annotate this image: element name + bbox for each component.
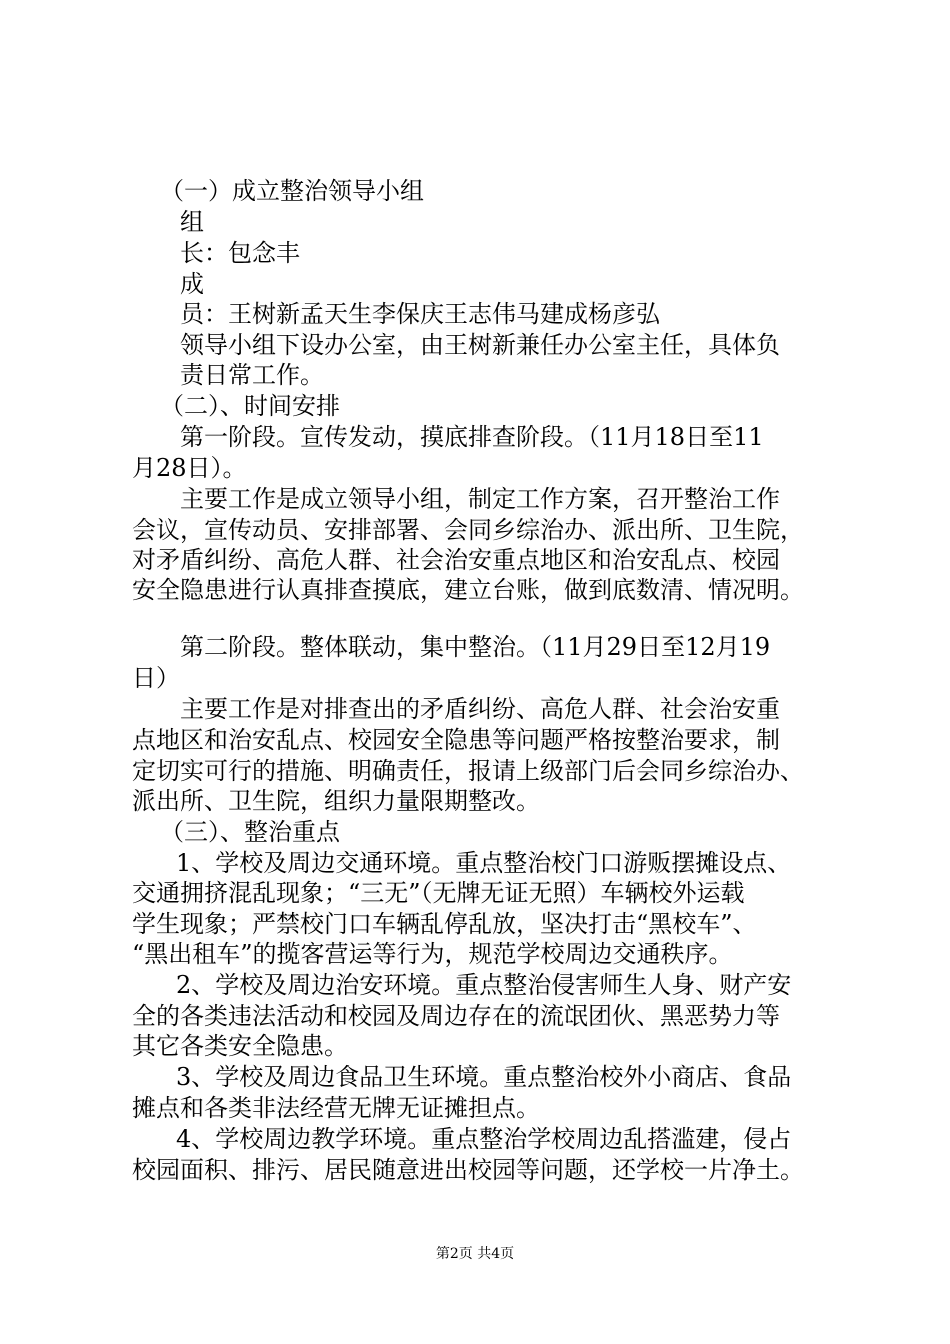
text-line: 主要工作是对排查出的矛盾纠纷、高危人群、社会治安重 bbox=[180, 695, 780, 723]
text-line: 3、学校及周边食品卫生环境。重点整治校外小商店、食品 bbox=[176, 1063, 792, 1091]
text-line: 校园面积、排污、居民随意进出校园等问题，还学校一片净土。 bbox=[132, 1156, 804, 1184]
text-line: 长：包念丰 bbox=[180, 239, 300, 267]
text-line: “黑出租车”的揽客营运等行为，规范学校周边交通秩序。 bbox=[132, 940, 733, 968]
text-line: 领导小组下设办公室，由王树新兼任办公室主任，具体负 bbox=[180, 331, 780, 359]
text-line: 对矛盾纠纷、高危人群、社会治安重点地区和治安乱点、校园 bbox=[132, 546, 780, 574]
text-line: 4、学校周边教学环境。重点整治学校周边乱搭滥建，侵占 bbox=[176, 1125, 792, 1153]
text-line: 其它各类安全隐患。 bbox=[132, 1032, 348, 1060]
section-heading-leadership: （一）成立整治领导小组 bbox=[160, 177, 424, 205]
text-line: 摊点和各类非法经营无牌无证摊担点。 bbox=[132, 1094, 540, 1122]
text-line: 日） bbox=[132, 664, 180, 692]
text-line: 交通拥挤混乱现象；“三无”（无牌无证无照）车辆校外运载 bbox=[132, 879, 745, 907]
text-line: 月28日）。 bbox=[132, 454, 247, 482]
text-line: 2、学校及周边治安环境。重点整治侵害师生人身、财产安 bbox=[176, 971, 792, 999]
page-number-footer: 第2页 共4页 bbox=[435, 1246, 515, 1262]
text-line: 派出所、卫生院，组织力量限期整改。 bbox=[132, 787, 540, 815]
text-line: 第一阶段。宣传发动，摸底排查阶段。（11月18日至11 bbox=[180, 423, 764, 451]
text-line: 第二阶段。整体联动，集中整治。（11月29日至12月19 bbox=[180, 633, 771, 661]
text-line: 成 bbox=[180, 270, 204, 298]
text-line: 责日常工作。 bbox=[180, 361, 324, 389]
text-line: 组 bbox=[180, 208, 204, 236]
text-line: 主要工作是成立领导小组，制定工作方案，召开整治工作 bbox=[180, 485, 780, 513]
text-line: 安全隐患进行认真排查摸底，建立台账，做到底数清、情况明。 bbox=[132, 576, 804, 604]
section-heading-focus: （三）、整治重点 bbox=[160, 818, 340, 846]
text-line: 学生现象；严禁校门口车辆乱停乱放，坚决打击“黑校车”、 bbox=[132, 910, 757, 938]
text-line: 员：王树新孟天生李保庆王志伟马建成杨彦弘 bbox=[180, 300, 660, 328]
text-line: 1、学校及周边交通环境。重点整治校门口游贩摆摊设点、 bbox=[176, 849, 792, 877]
section-heading-schedule: （二）、时间安排 bbox=[160, 392, 340, 420]
text-line: 会议，宣传动员、安排部署、会同乡综治办、派出所、卫生院， bbox=[132, 516, 804, 544]
text-line: 定切实可行的措施、明确责任，报请上级部门后会同乡综治办、 bbox=[132, 757, 804, 785]
text-line: 点地区和治安乱点、校园安全隐患等问题严格按整治要求，制 bbox=[132, 726, 780, 754]
text-line: 全的各类违法活动和校园及周边存在的流氓团伙、黑恶势力等 bbox=[132, 1002, 780, 1030]
